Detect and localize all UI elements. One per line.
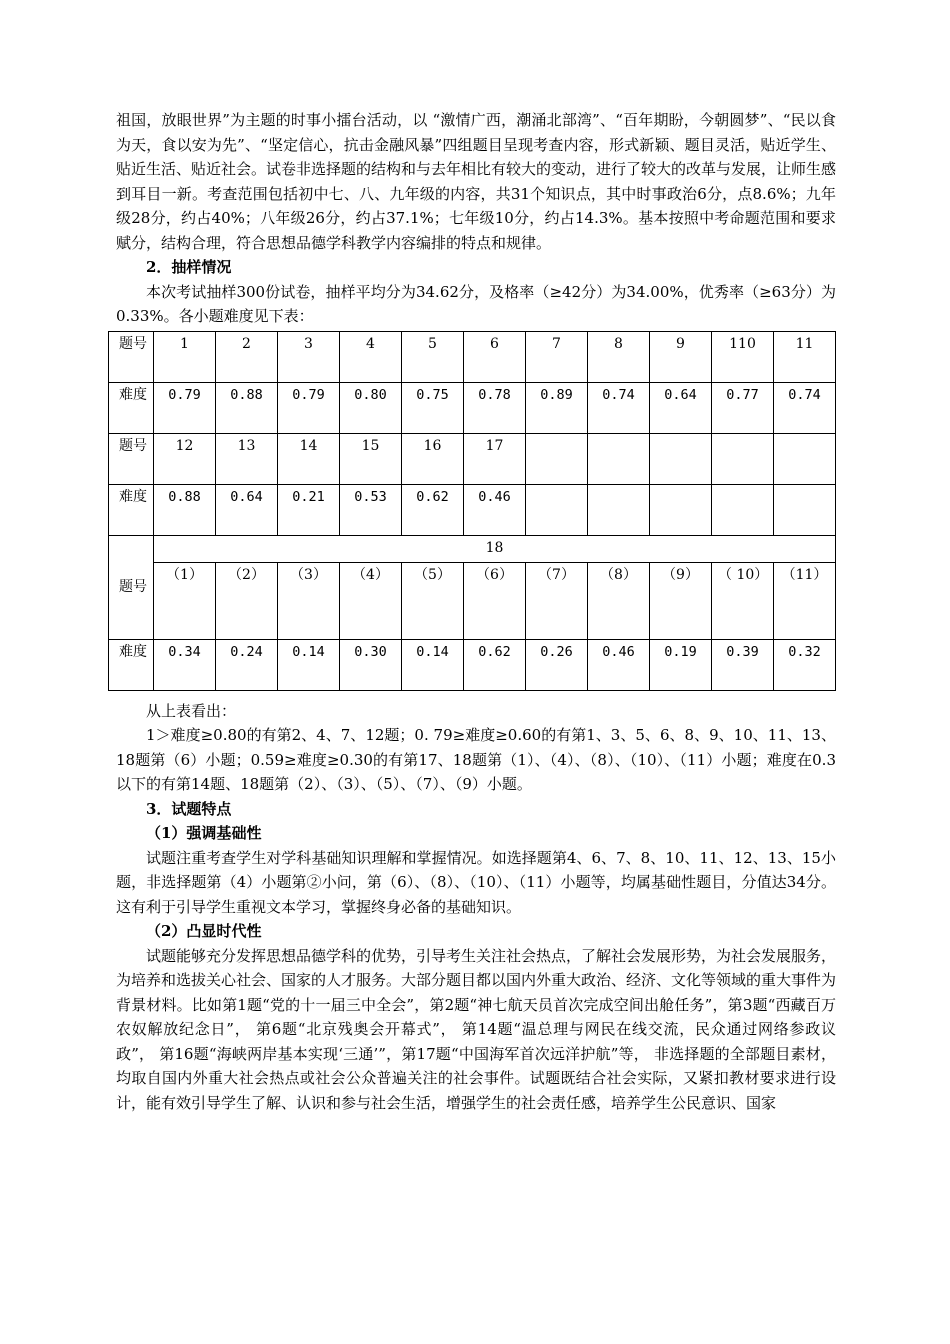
table-cell: （9）: [650, 562, 712, 639]
table-cell: 0.46: [464, 484, 526, 535]
label-cell: 题号: [109, 535, 154, 639]
table-cell: （4）: [340, 562, 402, 639]
table-cell: 0.14: [402, 639, 464, 690]
table-cell: 13: [216, 433, 278, 484]
table-cell: 14: [278, 433, 340, 484]
table-cell: 0.21: [278, 484, 340, 535]
paragraph-timeliness: 试题能够充分发挥思想品德学科的优势，引导考生关注社会热点，了解社会发展形势，为社会发展服务，为培养和选拔关心社会、国家的人才服务。大部分题目都以国内外重大政治、经济、文化等领域的重大事件为背景材料。比如第1题“党的十一届三中全会”，第2题“神七航天员首次完成空间出舱任务”，第3题“西藏百万农奴解放纪念日”， 第6题“北京残奥会开幕式”， 第14题“温总理与网民在线交流，民众通过网络参政议政”， 第16题“海峡两岸基本实现‘三通’”，第17题“中国海军首次远洋护航”等， 非选择题的全部题目素材，均取自国内外重大社会热点或社会公众普遍关注的社会事件。试题既结合社会实际，又紧扣教材要求进行设计，能有效引导学生了解、认识和参与社会生活，增强学生的社会责任感，培养学生公民意识、国家: [116, 946, 837, 1112]
heading-features: 3．试题特点: [146, 799, 232, 818]
table-cell: （8）: [588, 562, 650, 639]
heading-basics: （1）强调基础性: [146, 824, 262, 842]
table-cell: 1: [154, 331, 216, 382]
table-cell: 0.26: [526, 639, 588, 690]
table-cell: 0.79: [278, 382, 340, 433]
table-cell: [774, 433, 836, 484]
table-cell: [588, 484, 650, 535]
table-cell: 9: [650, 331, 712, 382]
label-cell: 难度: [109, 382, 154, 433]
difficulty-table: [108, 331, 836, 691]
table-cell: （5）: [402, 562, 464, 639]
table-cell: 0.64: [650, 382, 712, 433]
paragraph-difficulty-analysis: 1＞难度≥0.80的有第2、4、7、12题；0. 79≥难度≥0.60的有第1、3、5、6、8、9、10、11、13、18题第（6）小题；0.59≥难度≥0.30的有第17、18题第（1）、（4）、（8）、（10）、（11）小题；难度在0.3以下的有第14题、18题第（2）、（3）、（5）、（7）、（9）小题。: [116, 726, 836, 793]
table-cell: 17: [464, 433, 526, 484]
table-cell: [526, 484, 588, 535]
label-cell: 题号: [109, 331, 154, 382]
table-cell: 16: [402, 433, 464, 484]
table-cell: （11）: [774, 562, 836, 639]
table-cell: 0.77: [712, 382, 774, 433]
table-row: [109, 433, 836, 484]
table-cell: [712, 484, 774, 535]
heading-timeliness: （2）凸显时代性: [146, 922, 262, 940]
table-cell: 0.53: [340, 484, 402, 535]
table-cell: 0.34: [154, 639, 216, 690]
table-cell: （6）: [464, 562, 526, 639]
table-cell: 0.62: [464, 639, 526, 690]
table-cell: 11: [774, 331, 836, 382]
table-cell: [588, 433, 650, 484]
question-18-header: 18: [154, 535, 836, 562]
paragraph-sampling: 本次考试抽样300份试卷，抽样平均分为34.62分，及格率（≥42分）为34.00%，优秀率（≥63分）为0.33%。各小题难度见下表：: [116, 282, 836, 325]
table-cell: 6: [464, 331, 526, 382]
table-cell: 0.80: [340, 382, 402, 433]
table-cell: 15: [340, 433, 402, 484]
table-cell: 0.89: [526, 382, 588, 433]
label-cell: 题号: [109, 433, 154, 484]
document-page: [116, 108, 836, 1115]
table-cell: 0.78: [464, 382, 526, 433]
table-row: [109, 639, 836, 690]
table-row: [109, 484, 836, 535]
table-cell: 12: [154, 433, 216, 484]
table-cell: （2）: [216, 562, 278, 639]
table-cell: [650, 433, 712, 484]
paragraph-summary-intro: 从上表看出：: [146, 701, 237, 720]
table-cell: 0.32: [774, 639, 836, 690]
table-cell: 4: [340, 331, 402, 382]
table-row: [109, 331, 836, 382]
table-cell: 0.30: [340, 639, 402, 690]
table-cell: 0.39: [712, 639, 774, 690]
table-cell: [712, 433, 774, 484]
label-cell: 难度: [109, 484, 154, 535]
table-cell: 0.14: [278, 639, 340, 690]
table-cell: 8: [588, 331, 650, 382]
table-cell: [774, 484, 836, 535]
table-cell: 0.74: [588, 382, 650, 433]
table-cell: 0.88: [154, 484, 216, 535]
table-cell: 0.62: [402, 484, 464, 535]
paragraph-basics: 试题注重考查学生对学科基础知识理解和掌握情况。如选择题第4、6、7、8、10、11、12、13、15小题，非选择题第（4）小题第②小问，第（6）、（8）、（10）、（11）小题等，均属基础性题目，分值达34分。这有利于引导学生重视文本学习，掌握终身必备的基础知识。: [116, 848, 836, 916]
table-cell: 0.79: [154, 382, 216, 433]
table-row: [109, 535, 836, 562]
table-cell: 2: [216, 331, 278, 382]
table-cell: 0.75: [402, 382, 464, 433]
table-cell: 0.74: [774, 382, 836, 433]
table-cell: [526, 433, 588, 484]
label-cell: 难度: [109, 639, 154, 690]
paragraph-intro: 祖国，放眼世界”为主题的时事小擂台活动，以 “激情广西，潮涌北部湾”、“百年期盼，今朝圆梦”、“民以食为天，食以安为先”、“坚定信心，抗击金融风暴”四组题目呈现考查内容，形式新颖、题目灵活，贴近学生、贴近生活、贴近社会。试卷非选择题的结构和与去年相比有较大的变动，进行了较大的改革与发展，让师生感到耳目一新。考查范围包括初中七、八、九年级的内容，共31个知识点，其中时事政治6分，点8.6%；九年级28分，约占40%；八年级26分，约占37.1%；七年级10分，约占14.3%。基本按照中考命题范围和要求赋分，结构合理，符合思想品德学科教学内容编排的特点和规律。: [116, 111, 837, 252]
table-cell: [650, 484, 712, 535]
table-cell: （1）: [154, 562, 216, 639]
table-cell: 0.64: [216, 484, 278, 535]
table-cell: 0.19: [650, 639, 712, 690]
table-cell: 0.46: [588, 639, 650, 690]
table-cell: 110: [712, 331, 774, 382]
table-cell: （ 10）: [712, 562, 774, 639]
table-cell: （3）: [278, 562, 340, 639]
table-cell: 5: [402, 331, 464, 382]
table-cell: 3: [278, 331, 340, 382]
table-cell: （7）: [526, 562, 588, 639]
table-cell: 7: [526, 331, 588, 382]
table-row: [109, 382, 836, 433]
table-cell: 0.24: [216, 639, 278, 690]
heading-sampling: 2．抽样情况: [146, 258, 232, 276]
table-row: [109, 562, 836, 639]
table-cell: 0.88: [216, 382, 278, 433]
